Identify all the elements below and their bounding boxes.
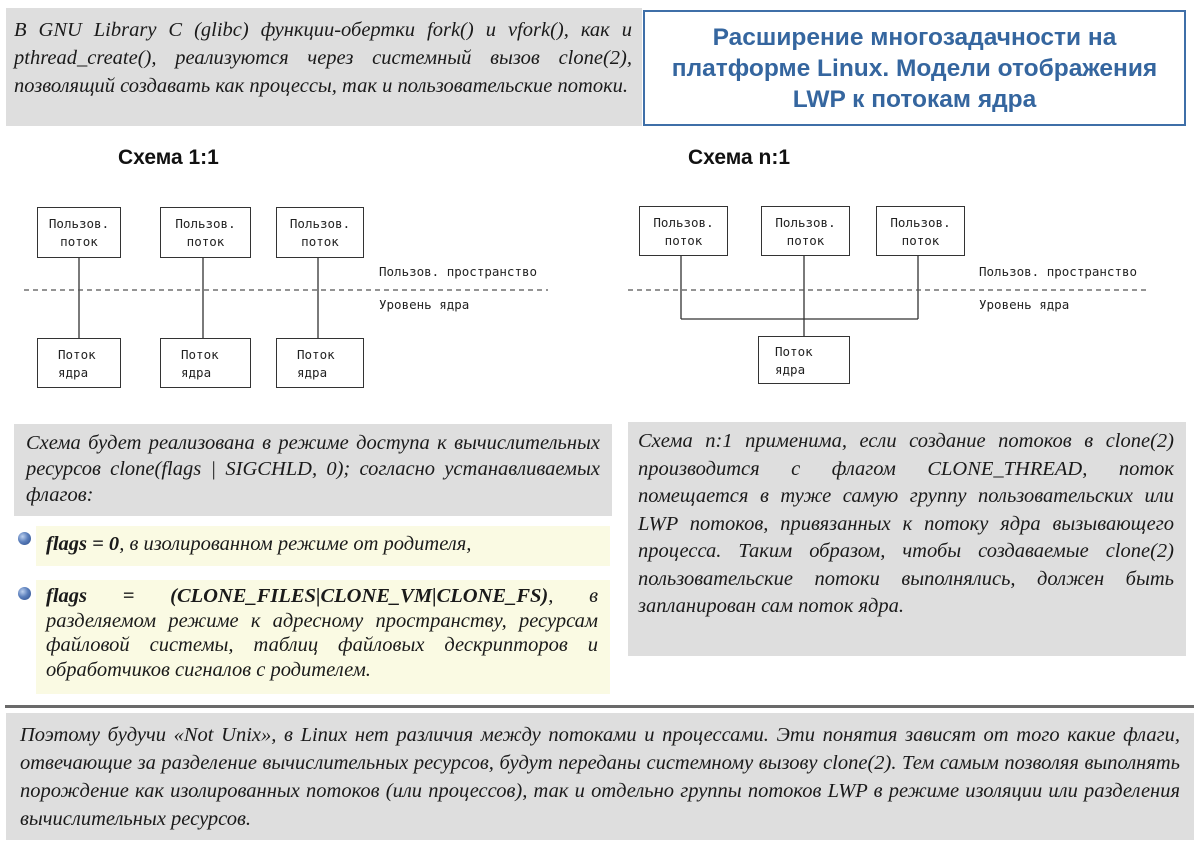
scheme-1-1-description: Схема будет реализована в режиме доступа к вычислительных ресурсов clone(flags | SIGCHLD, 0); согласно устанавливаемых флагов: [14,424,612,516]
flag-item-shared [36,580,610,694]
flag-text: , в разделяемом режиме к адресному пространству, ресурсам файловой системы, таблиц файловых дескрипторов и обработчиков сигналов с родителем. [46,585,598,681]
scheme1-user-thread-3 [276,207,364,258]
scheme1-user-space-label: Пользов. пространство [379,264,538,279]
box-label: поток [901,233,940,248]
section-divider [5,705,1194,708]
box-label: Пользов. [289,216,351,231]
scheme-n-1-description: Схема n:1 применима, если создание потоков в clone(2) производится с флагом CLONE_THREAD, поток помещается в туже самую группу пользовательских или LWP потоков, привязанных к потоку ядра вызывающего процесса. Таким образом, чтобы создаваемые clone(2) пользовательские потоки выполнялись, должен быть запланирован сам поток ядра. [628,422,1186,656]
box-label: Поток [58,347,96,362]
flag-code: flags = (CLONE_FILES|CLONE_VM|CLONE_FS) [46,585,549,607]
scheme1-kernel-thread-1 [37,338,121,388]
box-label: ядра [775,362,806,377]
intro-paragraph: В GNU Library C (glibc) функции-обертки fork() и vfork(), как и pthread_create(), реализуются через системный вызов clone(2), позволящий создавать как процессы, так и пользовательские потоки. [6,8,642,126]
scheme1-user-thread-2 [160,207,251,258]
box-label: Поток [297,347,335,362]
conclusion-paragraph: Поэтому будучи «Not Unix», в Linux нет различия между потоками и процессами. Эти понятия зависят от того какие флаги, отвечающие за разделение вычислительных ресурсов, будут переданы системному вызову clone(2). Тем самым позволяя выполнять порождение как изолированных потоков (или процессов), так и отдельно группы потоков LWP в режиме изоляции или разделения вычислительных ресурсов. [6,713,1194,840]
scheme-1-1-title: Схема 1:1 [118,146,219,169]
scheme2-user-thread-1 [639,206,728,256]
box-label: Пользов. [48,216,110,231]
box-label: Пользов. [775,215,836,230]
slide-title: Расширение многозадачности на платформе Linux. Модели отображения LWP к потокам ядра [643,10,1186,126]
scheme2-kernel-thread [758,336,850,384]
box-label: ядра [58,365,89,380]
box-label: поток [664,233,703,248]
box-label: поток [301,234,339,249]
box-label: Пользов. [175,216,236,231]
flag-code: flags = 0 [46,533,120,555]
flag-item-isolated [36,526,610,566]
bullet-icon [18,587,31,600]
bullet-icon [18,532,31,545]
box-label: Поток [181,347,219,362]
box-label: Пользов. [653,215,714,230]
scheme1-user-thread-1 [37,207,121,258]
scheme2-user-thread-3 [876,206,965,256]
box-label: ядра [181,365,212,380]
box-label: Пользов. [890,215,951,230]
box-label: ядра [297,365,328,380]
box-label: поток [60,234,98,249]
scheme1-kernel-level-label: Уровень ядра [379,297,470,312]
scheme2-user-space-label: Пользов. пространство [979,264,1138,279]
scheme1-kernel-thread-2 [160,338,251,388]
scheme2-user-thread-2 [761,206,850,256]
flag-text: , в изолированном режиме от родителя, [119,533,472,555]
box-label: поток [786,233,825,248]
box-label: Поток [775,344,813,359]
scheme1-kernel-thread-3 [276,338,364,388]
box-label: поток [186,234,225,249]
scheme2-kernel-level-label: Уровень ядра [979,297,1070,312]
scheme-n-1-title: Схема n:1 [688,146,790,169]
